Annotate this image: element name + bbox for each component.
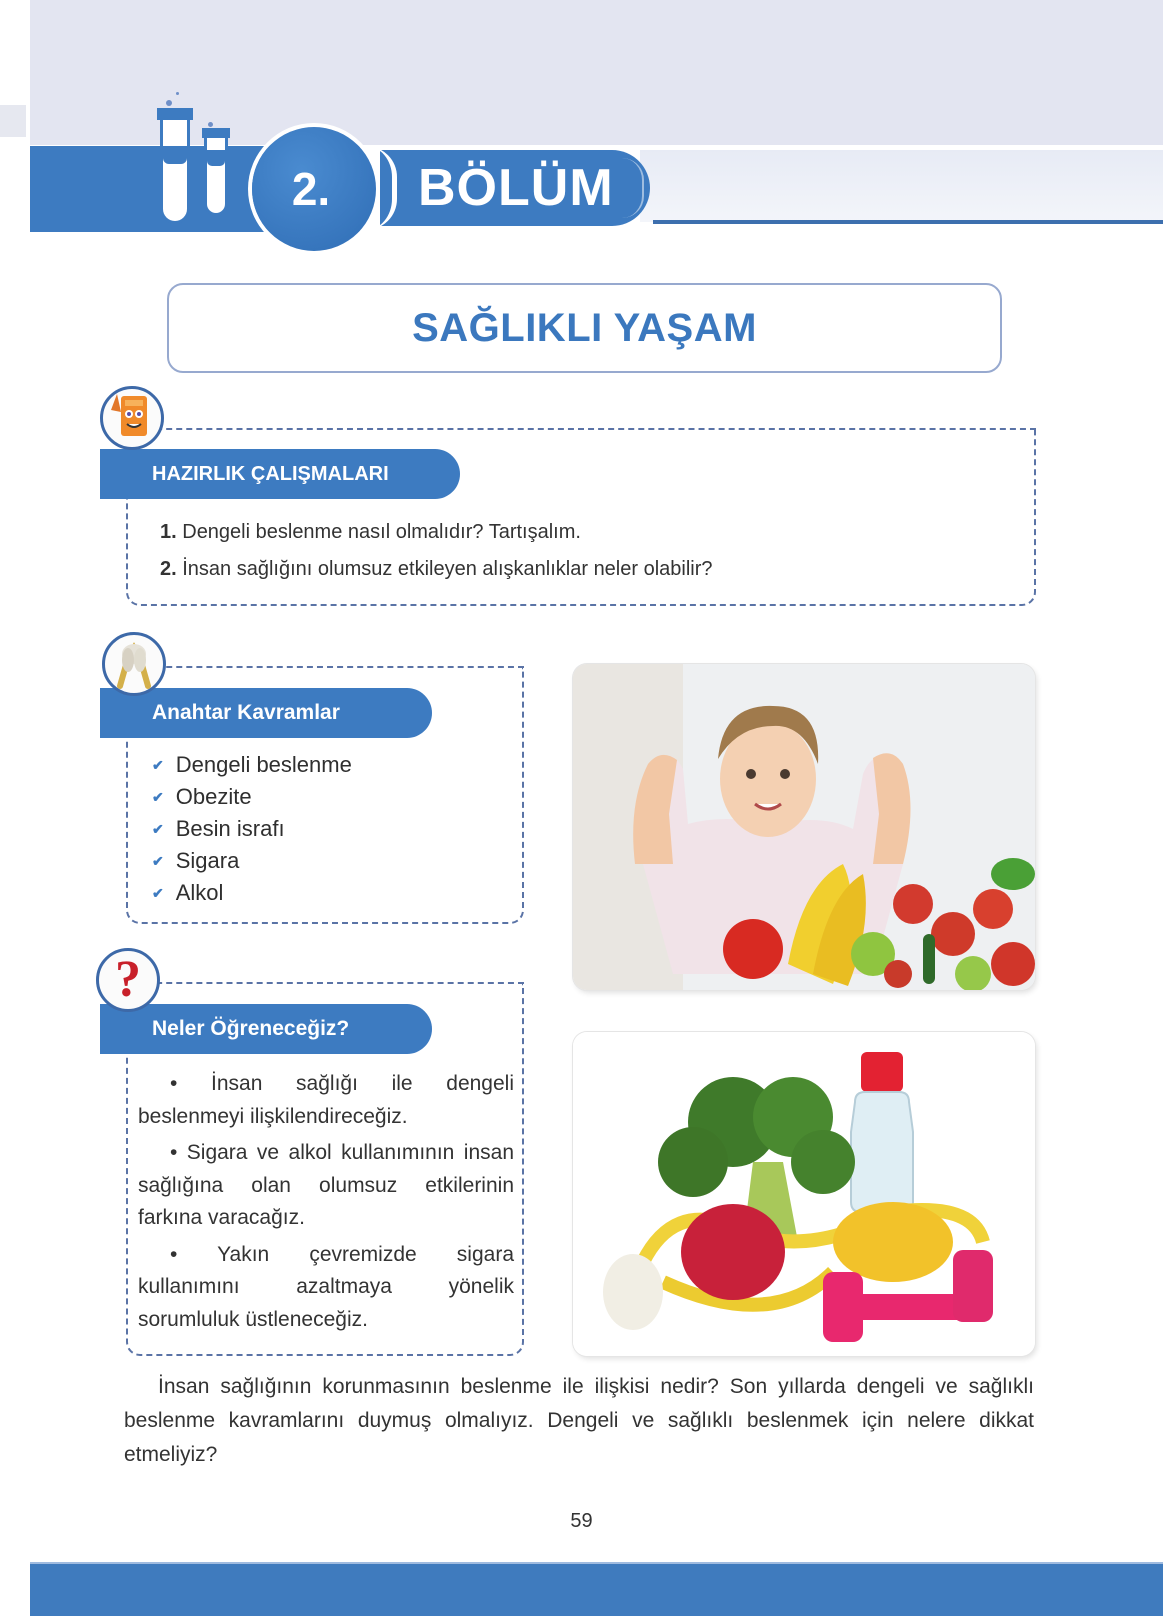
learning-goals-heading-tab [100,1004,432,1054]
preparation-heading: HAZIRLIK ÇALIŞMALARI [152,462,389,485]
hands-key-icon [102,632,166,696]
chapter-number: 2. [291,163,331,215]
item-number: 2. [160,558,177,580]
key-concepts-heading: Anahtar Kavramlar [152,701,340,724]
key-concept-item [152,880,223,906]
learning-goals-heading: Neler Öğreneceğiz? [152,1017,350,1040]
check-icon: ✔ [152,884,164,901]
header-band [30,0,1163,145]
key-concept-item [152,848,239,874]
item-number: 1. [160,521,177,543]
key-concepts-heading-tab [100,688,432,738]
question-mark-icon: ? [96,948,160,1012]
key-concept-label: Sigara [175,848,240,873]
preparation-item [160,558,713,581]
page-edge-tab [0,105,26,137]
header-rule-line [653,220,1163,224]
check-icon: ✔ [152,820,164,837]
learning-goals-list [138,1068,514,1340]
footer-band [30,1562,1163,1616]
key-concept-item [152,784,252,810]
check-icon: ✔ [152,756,164,773]
chapter-word: BÖLÜM [418,159,614,217]
header-sub-band [640,150,1163,222]
check-icon: ✔ [152,788,164,805]
key-concept-item [152,816,285,842]
key-concept-label: Alkol [175,880,224,905]
key-concept-label: Obezite [175,784,252,809]
chapter-number-badge [252,127,376,251]
healthy-lifestyle-items-photo [573,1032,1035,1356]
unit-title-box [167,283,1002,373]
chapter-label-pill [380,150,650,226]
learning-goal-item: • Yakın çevremizde sigara kullanımını azaltmaya yönelik sorumluluk üstleneceğiz. [138,1242,514,1331]
item-text: Dengeli beslenme nasıl olmalıdır? Tartışalım. [176,521,581,543]
girl-with-vegetables-photo [573,664,1035,990]
preparation-heading-tab [100,449,460,499]
key-concept-label: Dengeli beslenme [175,752,352,777]
key-concept-item [152,752,352,778]
unit-title: SAĞLIKLI YAŞAM [412,305,757,350]
learning-goal-item: • İnsan sağlığı ile dengeli beslenmeyi ilişkilendireceğiz. [138,1072,514,1128]
item-text: İnsan sağlığını olumsuz etkileyen alışkanlıklar neler olabilir? [176,558,713,580]
check-icon: ✔ [152,852,164,869]
learning-goal-item: • Sigara ve alkol kullanımının insan sağlığına olan olumsuz etkilerinin farkına varacağız. [138,1141,514,1229]
key-concept-label: Besin israfı [175,816,285,841]
page-number: 59 [570,1510,593,1532]
book-character-icon [100,386,164,450]
intro-paragraph: İnsan sağlığının korunmasının beslenme ile ilişkisi nedir? Son yıllarda dengeli ve sağlıklı beslenme kavramlarını duymuş olmalıyız. Dengeli ve sağlıklı beslenmek için nelere dikkat etmeliyiz? [124,1375,1034,1466]
preparation-item [160,521,581,544]
